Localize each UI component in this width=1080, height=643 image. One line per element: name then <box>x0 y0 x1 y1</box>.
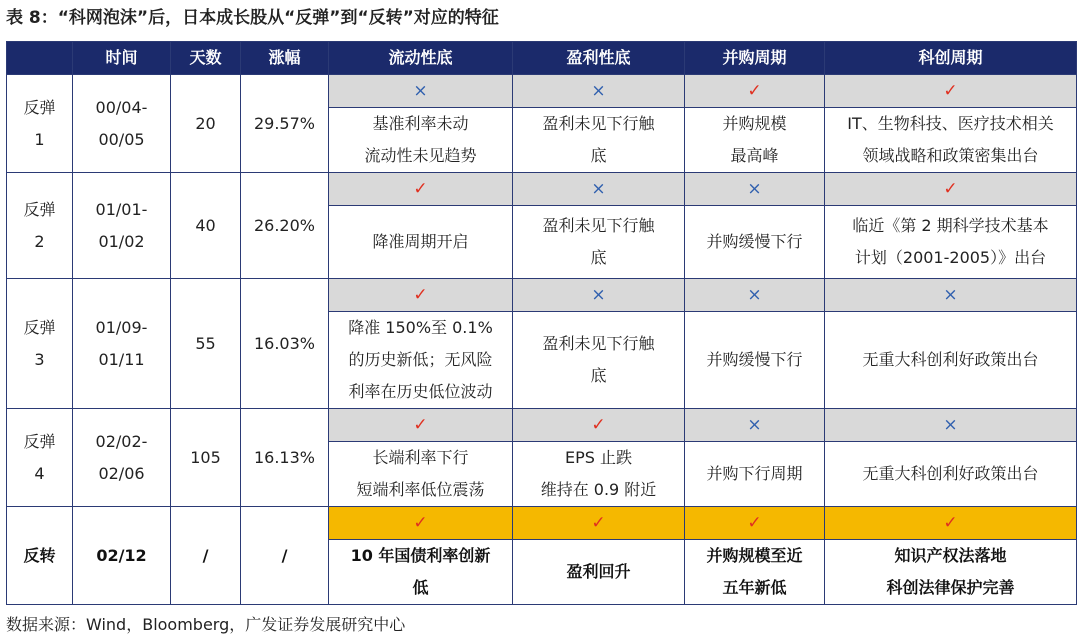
gain-cell: 26.20% <box>241 173 329 279</box>
checkmark-icon: ✓ <box>943 179 958 199</box>
period-time-cell-line: 02/12 <box>96 545 147 565</box>
flag-cell <box>513 409 685 442</box>
liquidity-cell <box>329 108 513 173</box>
table-row-marks <box>7 173 1077 206</box>
checkmark-icon: ✓ <box>413 179 428 199</box>
period-name-cell-line: 2 <box>34 231 45 251</box>
period-name-cell <box>7 279 73 409</box>
tech-cell-line: 临近《第 2 期科学技术基本 <box>852 216 1049 235</box>
gain-cell: 29.57% <box>241 75 329 173</box>
flag-cell <box>825 409 1077 442</box>
checkmark-icon: ✓ <box>943 513 958 533</box>
cross-icon: × <box>591 81 606 101</box>
header-cell: 时间 <box>73 42 171 75</box>
flag-cell <box>685 507 825 540</box>
flag-cell <box>513 75 685 108</box>
checkmark-icon: ✓ <box>413 285 428 305</box>
flag-cell <box>513 173 685 206</box>
profit-cell-line: 维持在 0.9 附近 <box>540 480 657 499</box>
tech-cell <box>825 540 1077 605</box>
ma-cell-line: 并购缓慢下行 <box>706 350 803 369</box>
liquidity-cell-line: 基准利率未动 <box>372 114 469 133</box>
profit-cell <box>513 206 685 279</box>
ma-cell <box>685 442 825 507</box>
cross-icon: × <box>591 285 606 305</box>
cross-icon: × <box>943 285 958 305</box>
period-name-cell-line: 反弹 <box>23 97 56 117</box>
header-cell: 盈利性底 <box>513 42 685 75</box>
period-name-cell-line: 1 <box>34 129 45 149</box>
period-time-cell-line: 02/02- <box>95 431 148 451</box>
cross-icon: × <box>591 179 606 199</box>
days-cell: 55 <box>171 279 241 409</box>
profit-cell-line: 底 <box>590 146 607 165</box>
period-name-cell-line: 反弹 <box>23 317 56 337</box>
profit-cell-line: 盈利未见下行触 <box>542 216 655 235</box>
header-cell: 科创周期 <box>825 42 1077 75</box>
days-cell: 105 <box>171 409 241 507</box>
period-time-cell-line: 01/11 <box>98 349 145 369</box>
checkmark-icon: ✓ <box>591 415 606 435</box>
ma-cell <box>685 108 825 173</box>
ma-cell-line: 并购缓慢下行 <box>706 232 803 251</box>
checkmark-icon: ✓ <box>413 415 428 435</box>
ma-cell-line: 五年新低 <box>722 578 787 597</box>
liquidity-cell-line: 低 <box>412 578 429 597</box>
comparison-table <box>6 41 1077 605</box>
profit-cell-line: 盈利回升 <box>566 562 631 581</box>
flag-cell <box>825 507 1077 540</box>
table-row-marks <box>7 75 1077 108</box>
checkmark-icon: ✓ <box>747 513 762 533</box>
flag-cell <box>825 173 1077 206</box>
header-cell: 流动性底 <box>329 42 513 75</box>
checkmark-icon: ✓ <box>591 513 606 533</box>
ma-cell <box>685 206 825 279</box>
liquidity-cell-line: 短端利率低位震荡 <box>356 480 485 499</box>
period-name-cell-line: 4 <box>34 463 45 483</box>
period-time-cell-line: 00/04- <box>95 97 148 117</box>
ma-cell <box>685 540 825 605</box>
flag-cell <box>329 279 513 312</box>
profit-cell-line: 底 <box>590 248 607 267</box>
liquidity-cell-line: 10 年国债利率创新 <box>350 546 491 565</box>
ma-cell-line: 最高峰 <box>730 146 779 165</box>
period-time-cell-line: 01/09- <box>95 317 148 337</box>
ma-cell-line: 并购规模 <box>722 114 787 133</box>
cross-icon: × <box>413 81 428 101</box>
period-time-cell-line: 01/01- <box>95 199 148 219</box>
liquidity-cell <box>329 206 513 279</box>
liquidity-cell-line: 利率在历史低位波动 <box>348 382 493 401</box>
period-time-cell <box>73 507 171 605</box>
period-name-cell-line: 反弹 <box>23 199 56 219</box>
flag-cell <box>825 279 1077 312</box>
tech-cell-line: 无重大科创利好政策出台 <box>862 464 1039 483</box>
flag-cell <box>685 75 825 108</box>
flag-cell <box>825 75 1077 108</box>
ma-cell <box>685 312 825 409</box>
table-row-marks <box>7 507 1077 540</box>
liquidity-cell-line: 的历史新低；无风险 <box>348 350 493 369</box>
cross-icon: × <box>747 179 762 199</box>
period-time-cell-line: 01/02 <box>98 231 145 251</box>
cross-icon: × <box>747 415 762 435</box>
tech-cell-line: 领域战略和政策密集出台 <box>862 146 1039 165</box>
flag-cell <box>685 279 825 312</box>
liquidity-cell-line: 流动性未见趋势 <box>364 146 477 165</box>
tech-cell-line: 科创法律保护完善 <box>886 578 1015 597</box>
period-name-cell <box>7 409 73 507</box>
tech-cell <box>825 442 1077 507</box>
tech-cell-line: 计划（2001-2005）》出台 <box>854 248 1047 267</box>
profit-cell <box>513 442 685 507</box>
tech-cell <box>825 108 1077 173</box>
header-row <box>7 42 1077 75</box>
checkmark-icon: ✓ <box>413 513 428 533</box>
tech-cell-line: 知识产权法落地 <box>894 546 1007 565</box>
tech-cell-line: 无重大科创利好政策出台 <box>862 350 1039 369</box>
profit-cell-line: 底 <box>590 366 607 385</box>
liquidity-cell-line: 降准 150%至 0.1% <box>348 318 493 337</box>
period-time-cell <box>73 409 171 507</box>
flag-cell <box>329 75 513 108</box>
profit-cell <box>513 312 685 409</box>
header-cell: 天数 <box>171 42 241 75</box>
period-name-cell <box>7 75 73 173</box>
profit-cell-line: EPS 止跌 <box>564 448 632 467</box>
cross-icon: × <box>747 285 762 305</box>
period-time-cell-line: 00/05 <box>98 129 145 149</box>
table-title: 表 8：“科网泡沫”后，日本成长股从“反弹”到“反转”对应的特征 <box>6 8 499 28</box>
profit-cell-line: 盈利未见下行触 <box>542 114 655 133</box>
gain-cell: 16.13% <box>241 409 329 507</box>
flag-cell <box>513 507 685 540</box>
ma-cell-line: 并购规模至近 <box>706 546 803 565</box>
source-note: 数据来源：Wind，Bloomberg，广发证券发展研究中心 <box>6 615 406 634</box>
header-cell: 涨幅 <box>241 42 329 75</box>
table-row-marks <box>7 279 1077 312</box>
flag-cell <box>685 173 825 206</box>
header-cell <box>7 42 73 75</box>
ma-cell-line: 并购下行周期 <box>706 464 803 483</box>
period-time-cell <box>73 279 171 409</box>
days-cell: 20 <box>171 75 241 173</box>
flag-cell <box>513 279 685 312</box>
gain-cell: 16.03% <box>241 279 329 409</box>
liquidity-cell-line: 长端利率下行 <box>372 448 469 467</box>
profit-cell <box>513 108 685 173</box>
period-name-cell-line: 3 <box>34 349 45 369</box>
flag-cell <box>685 409 825 442</box>
cross-icon: × <box>943 415 958 435</box>
tech-cell-line: IT、生物科技、医疗技术相关 <box>847 114 1054 133</box>
days-cell: / <box>171 507 241 605</box>
period-name-cell-line: 反弹 <box>23 431 56 451</box>
days-cell: 40 <box>171 173 241 279</box>
tech-cell <box>825 312 1077 409</box>
checkmark-icon: ✓ <box>747 81 762 101</box>
profit-cell <box>513 540 685 605</box>
period-name-cell-line: 反转 <box>23 545 56 565</box>
period-name-cell <box>7 173 73 279</box>
flag-cell <box>329 409 513 442</box>
profit-cell-line: 盈利未见下行触 <box>542 334 655 353</box>
period-time-cell <box>73 173 171 279</box>
liquidity-cell <box>329 540 513 605</box>
period-time-cell-line: 02/06 <box>98 463 145 483</box>
liquidity-cell <box>329 312 513 409</box>
gain-cell: / <box>241 507 329 605</box>
period-time-cell <box>73 75 171 173</box>
header-cell: 并购周期 <box>685 42 825 75</box>
liquidity-cell-line: 降准周期开启 <box>372 232 469 251</box>
tech-cell <box>825 206 1077 279</box>
checkmark-icon: ✓ <box>943 81 958 101</box>
period-name-cell <box>7 507 73 605</box>
flag-cell <box>329 173 513 206</box>
table-row-marks <box>7 409 1077 442</box>
liquidity-cell <box>329 442 513 507</box>
flag-cell <box>329 507 513 540</box>
